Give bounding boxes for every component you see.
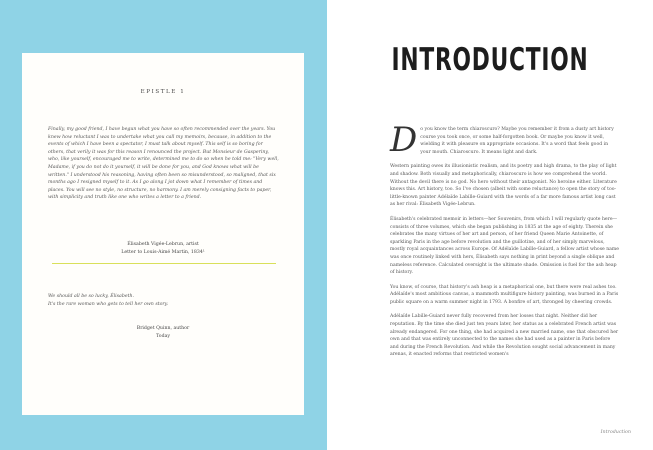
drop-cap: D xyxy=(390,120,418,160)
epistle-card xyxy=(22,53,304,415)
paragraph-1-text: o you know the term chiaroscuro? Maybe you remember it from a dusty art history course you took once, or some half-forgotten book. Or maybe you know it well, wielding it with pleasure on appropriate occasions. It's a word that feels good in your mouth. Chiaroscuro. It means light and dark. xyxy=(420,127,614,155)
paragraph-4: You know, of course, that history's ash heap is a metaphorical one, but there were real ashes too. Adélaïde's most ambitious canvas, a mammoth multifigure history painting, was burned in a Paris public square on a warm summer night in 1793. A bonfire of art, thronged by cheering crowds. xyxy=(390,284,619,305)
body-text xyxy=(390,120,620,366)
letter-text: Finally, my good friend, I have begun what you have so often recommended over the years. You knew how reluctant I was to undertake what you call my memoirs, because, in addition to the events of which I have been a spectator, I must talk about myself. This self is so boring for others, that verily it was for this reason I renounced the project. But Monsieur de Gasperiny, who, like yourself, encouraged me to write, determined me to do so when he told me: "Very well, Madame, if you do not do it yourself, it will be done for you, and God knows what will be written." I understood his reasoning, having often been so misunderstood, so maligned, that six months ago I resigned myself to it. As I go along I jot down what I remember of times and places. You will see no style, no structure, no harmony. I am merely consigning facts to paper, with simplicity and truth like one who writes a letter to a friend. xyxy=(48,127,279,201)
paragraph-3: Élisabeth's celebrated memoir in letters—her Souvenirs, from which I will regularly quote here—consists of three volumes, which she began publishing in 1835 at the age of eighty. Therein she celebrates the many virtues of her art and person, of her friend Queen Marie Antoinette, of sparkling Paris in the age before revolution and the guillotine, and of her simply marvelous, mostly royal acquaintances across Europe. Of Adélaïde Labille-Guiard, a fellow artist whose name was once routinely linked with hers, Élisabeth says nothing in print beyond a single oblique and nameless reference. Calculated oversight is the ultimate shade. Omission is fuel for the ash heap of history. xyxy=(390,216,619,276)
signature-2-sub: Today xyxy=(155,333,171,339)
signature-2 xyxy=(22,325,304,340)
page-title: INTRODUCTION xyxy=(391,42,589,78)
signature-1 xyxy=(22,241,304,256)
reply-line-1: We should all be so lucky, Élisabeth. xyxy=(48,294,134,299)
right-page xyxy=(327,0,653,450)
signature-1-name: Élisabeth Vigée-Lebrun, artist xyxy=(127,242,199,247)
paragraph-5: Adélaïde Labille-Guiard never fully recovered from her losses that night. Neither did her reputation. By the time she died just ten years later, her status as a celebrated French artist was already endangered. For one thing, she had acquired a new married name, one that obscured her own and that was entirely unconnected to the names she had used as a painter in Paris before and during the French Revolution. And while the Revolution sought social advancement in many arenas, it enacted reforms that restricted women's xyxy=(390,314,619,358)
signature-2-name: Bridget Quinn, author xyxy=(136,326,190,331)
reply-text xyxy=(48,293,280,308)
epistle-title: EPISTLE 1 xyxy=(140,89,186,95)
paragraph-2: Western painting owes its illusionistic realism, and its poetry and high drama, to the play of light and shadow. Both visually and metaphorically, chiaroscuro is how we comprehend the world. Without the devil there is no god. No hero without their antagonist. No heroine either. Literature knows this. Art history, too. So I've chosen (albeit with some reluctance) to open the story of too-little-known painter Adélaïde Labille-Guiard with the words of a far more famous artist long cast as her rival: Élisabeth Vigée-Lebrun. xyxy=(390,164,617,208)
paragraph-1 xyxy=(390,120,620,160)
reply-line-2: It's the rare woman who gets to tell her own story. xyxy=(48,301,169,307)
running-footer: Introduction xyxy=(600,430,631,435)
divider-line xyxy=(52,263,276,264)
signature-1-sub: Letter to Louis-Aimé Martin, 1834¹ xyxy=(121,249,205,255)
